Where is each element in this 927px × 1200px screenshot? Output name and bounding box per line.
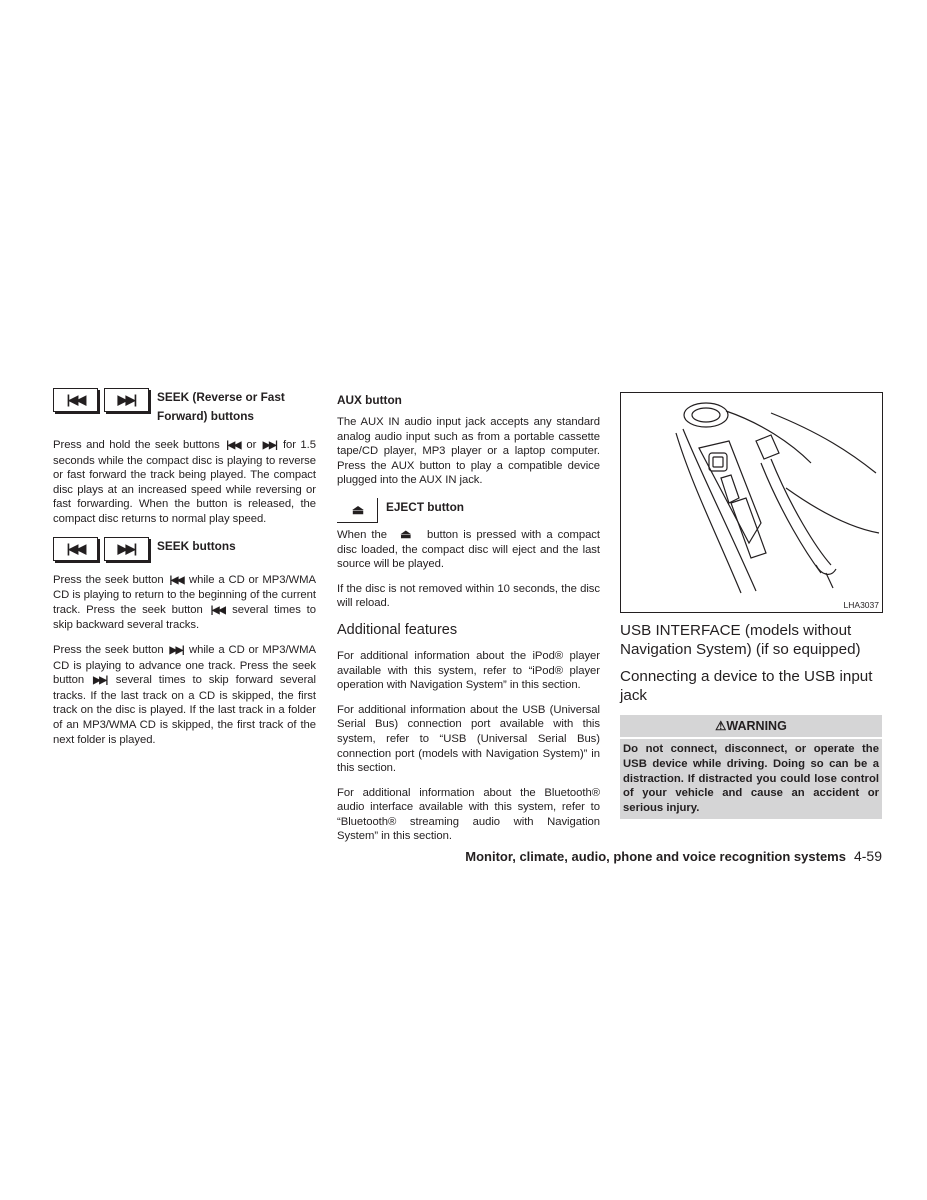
seek-rf-paragraph [53,438,316,527]
seek-p2-text-1: Press the seek button [53,643,164,656]
eject-label: EJECT button [386,499,464,514]
seek-p1-text-2: while a CD or MP3/WMA CD is playing to return to the beginning of the current track. Press the seek button [53,573,316,616]
seek-label: SEEK buttons [157,538,236,553]
eject-icon: ⏏ [337,498,378,523]
additional-paragraph-3: For additional information about the Bluetooth® audio interface available with this system, refer to “Bluetooth® streaming audio with Navigation System” in this section. [337,786,600,843]
seek-rf-text-2: for 1.5 seconds while the compact disc is playing to reverse or fast forward the track being played. The compact disc plays at an increased speed while reversing or fast forwarding. When the button is released, the compact disc returns to normal play speed. [53,439,316,525]
seek-rf-text-or: or [246,439,257,451]
seek-rf-header [53,388,316,426]
seek-paragraph-2 [53,643,316,747]
warning-title: WARNING [726,719,787,733]
eject-paragraph-2: If the disc is not removed within 10 seconds, the disc will reload. [337,582,600,610]
additional-paragraph-2: For additional information about the USB (Universal Serial Bus) connection port available with this system, refer to “USB (Universal Serial Bus) connection port (models with Navigation System)” in this section. [337,703,600,775]
eject-text-1: When the [337,528,387,541]
additional-paragraph-1: For additional information about the iPod® player available with this system, refer to “iPod® player operation with Navigation System” in this section. [337,649,600,692]
seek-paragraph-1 [53,573,316,633]
seek-rf-text-1: Press and hold the seek buttons [53,439,220,451]
seek-forward-inline-icon: ▶▶| [262,440,277,451]
seek-p2-text-3: several times to skip forward several tracks. If the last track on a CD is skipped, the first track on the disc is played. If the last track in a folder of an MP3/WMA CD is skipped, the first track of the next folder is played. [53,674,316,746]
column-middle [337,388,600,854]
seek-back-icon: |◀◀ [53,388,98,412]
seek-back-inline-icon-2: |◀◀ [169,574,184,586]
eject-paragraph [337,527,600,572]
seek-forward-icon: ▶▶| [104,388,149,412]
seek-p1-text-3: several times to skip backward several tracks. [53,603,317,632]
warning-text: Do not connect, disconnect, or operate the USB device while driving. Doing so can be a distraction. If distracted you could lose control of your vehicle and cause an accident or serious injury. [623,743,879,815]
usb-interface-heading: USB INTERFACE (models without Navigation System) (if so equipped) [620,622,861,658]
seek-back-icon-2: |◀◀ [53,537,98,561]
column-left [53,388,316,757]
connect-device-heading: Connecting a device to the USB input jack [620,668,873,704]
aux-paragraph: The AUX IN audio input jack accepts any standard analog audio input such as from a portable cassette tape/CD player, MP3 player or a laptop computer. Press the AUX button to play a compatible device plugged into the AUX IN jack. [337,416,600,487]
warning-header [620,715,882,739]
seek-rf-label-line1: SEEK (Reverse or Fast [157,390,285,404]
seek-forward-inline-icon-3: ▶▶| [93,675,107,687]
eject-header [337,498,600,523]
seek-back-inline-icon: |◀◀ [226,440,240,451]
footer-title: Monitor, climate, audio, phone and voice recognition systems [465,849,846,864]
eject-inline-icon: ⏏ [400,526,410,541]
seek-rf-label [157,388,285,426]
aux-heading: AUX button [337,393,402,407]
warning-icon: ⚠ [715,719,727,733]
figure-label: LHA3037 [843,600,879,610]
usb-illustration [620,392,883,613]
seek-p1-text-1: Press the seek button [53,573,164,586]
seek-forward-inline-icon-2: ▶▶| [169,644,184,656]
warning-box [620,715,882,819]
additional-features-heading: Additional features [337,621,458,638]
seek-rf-label-line2: Forward) buttons [157,409,254,423]
console-drawing [621,393,882,612]
column-right [620,388,883,819]
eject-text-2: button is pressed with a compact disc loaded, the compact disc will eject and the last source will be played. [337,528,600,571]
seek-header [53,537,316,561]
seek-forward-icon-2: ▶▶| [104,537,149,561]
page-number: 4-59 [853,848,882,864]
page-footer [420,848,882,864]
seek-p2-text-2: while a CD or MP3/WMA CD is playing to advance one track. Press the seek button [53,643,316,687]
seek-back-inline-icon-3: |◀◀ [210,604,225,616]
